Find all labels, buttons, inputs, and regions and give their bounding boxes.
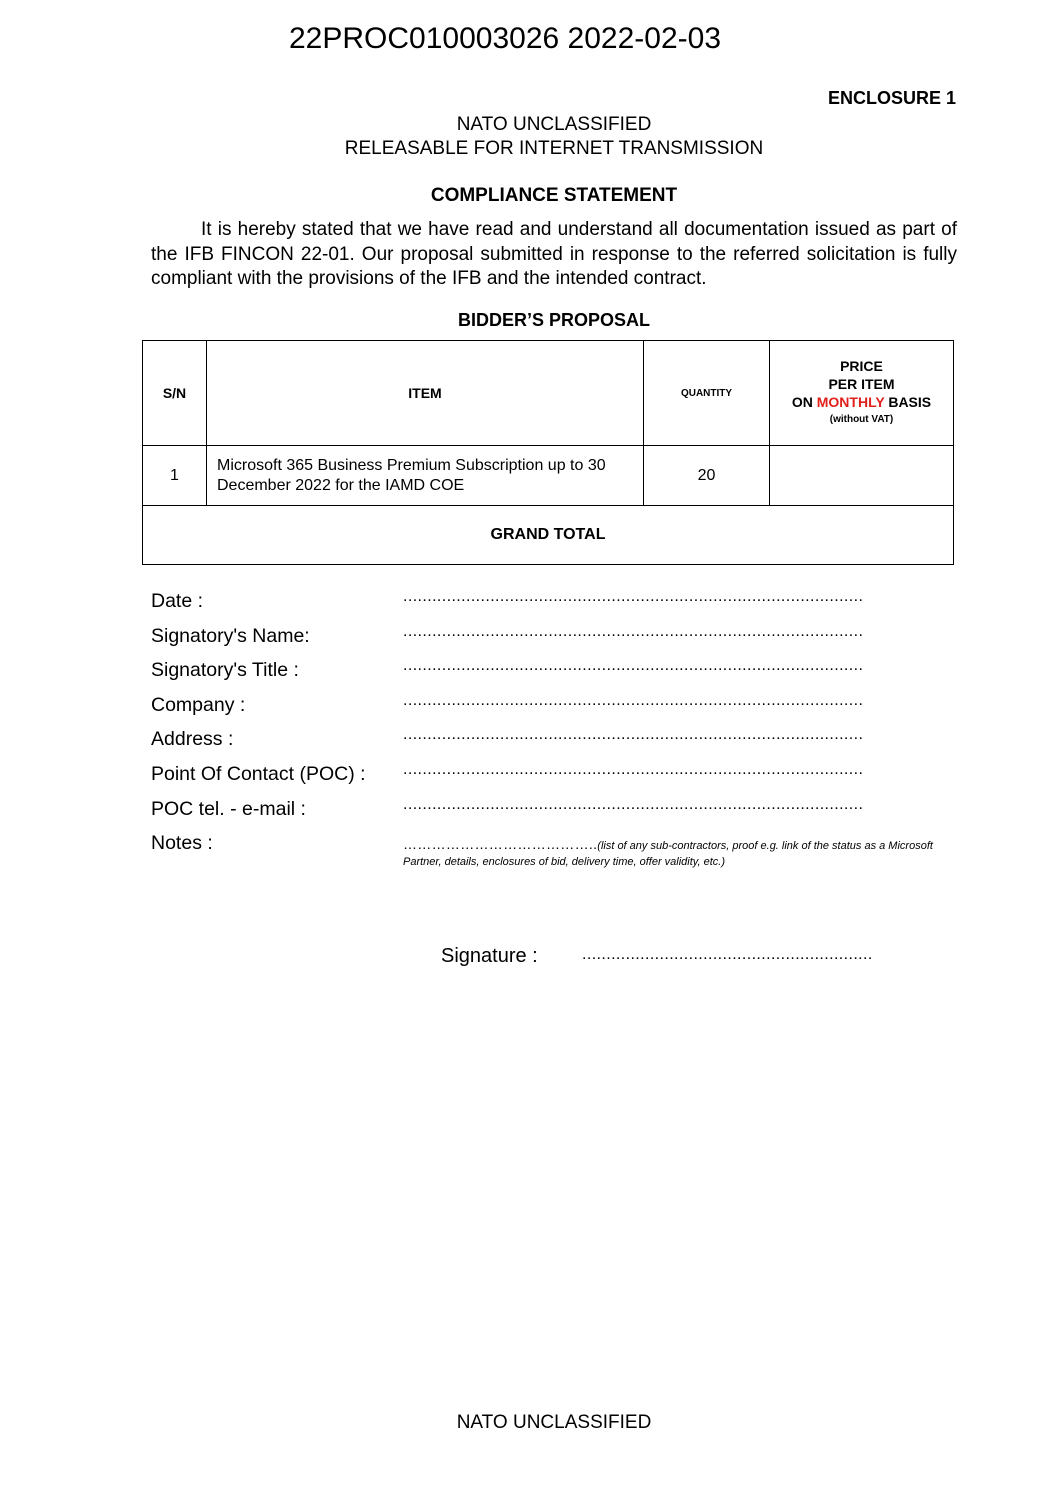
notes-fill-line: ………………………………….. — [403, 836, 598, 853]
compliance-title: COMPLIANCE STATEMENT — [430, 185, 678, 206]
header-price-basis: BASIS — [884, 394, 932, 410]
field-fill-line[interactable]: ............................................................................................... — [403, 622, 864, 640]
grand-total-label: GRAND TOTAL — [143, 506, 954, 565]
row-price[interactable] — [770, 446, 954, 506]
field-label: Address : — [151, 728, 234, 751]
enclosure-label: ENCLOSURE 1 — [827, 88, 956, 108]
field-label: Date : — [151, 590, 204, 612]
field-signatory-name — [151, 622, 961, 660]
header-price-monthly: MONTHLY — [816, 394, 885, 410]
signature-block — [441, 945, 873, 968]
field-signatory-title — [151, 659, 961, 694]
field-date — [151, 590, 961, 625]
notes-hint: (list of any sub-contractors, proof e.g. link of the status as a Microsoft Partner, details, enclosures of bid, delivery time, offer validity, etc.) — [403, 840, 933, 869]
row-quantity: 20 — [644, 446, 770, 506]
classification-header — [0, 113, 1058, 161]
signature-label: Signature : — [441, 945, 538, 967]
bidder-details-form — [151, 590, 961, 872]
header-sn: S/N — [143, 341, 207, 446]
field-fill-line[interactable]: ............................................................................................... — [403, 795, 864, 813]
field-company — [151, 691, 961, 729]
header-price-line-1: PRICE — [840, 358, 883, 374]
field-label: Signatory's Title : — [151, 659, 299, 682]
field-label: Company : — [151, 693, 246, 716]
field-fill-line[interactable]: ............................................................................................... — [403, 726, 864, 744]
header-item: ITEM — [207, 341, 644, 446]
row-item: Microsoft 365 Business Premium Subscription up to 30 December 2022 for the IAMD COE — [207, 446, 644, 506]
header-price-on: ON — [791, 394, 817, 410]
field-point-of-contact — [151, 760, 961, 798]
table-header-row — [143, 341, 954, 446]
header-price-vat-note: (without VAT) — [829, 414, 894, 425]
compliance-paragraph — [151, 218, 957, 292]
header-price-line-2: PER ITEM — [828, 376, 895, 392]
signature-fill-line[interactable]: ............................................................ — [582, 946, 873, 963]
classification-line-1: NATO UNCLASSIFIED — [456, 114, 652, 135]
field-label: Point Of Contact (POC) : — [151, 762, 366, 785]
notes-label: Notes : — [151, 832, 213, 855]
header-price-line-3 — [770, 393, 953, 411]
field-fill-line[interactable]: ............................................................................................... — [403, 760, 864, 778]
table-row — [143, 446, 954, 506]
field-fill-line[interactable]: ............................................................................................... — [403, 691, 864, 709]
classification-line-2: RELEASABLE FOR INTERNET TRANSMISSION — [344, 138, 764, 159]
notes-content[interactable] — [403, 836, 963, 870]
proposal-table-title: BIDDER’S PROPOSAL — [457, 310, 651, 330]
document-reference: 22PROC010003026 2022-02-03 — [289, 22, 721, 55]
row-sn: 1 — [143, 446, 207, 506]
footer-classification: NATO UNCLASSIFIED — [456, 1412, 652, 1433]
field-label: Signatory's Name: — [151, 624, 310, 647]
header-quantity: QUANTITY — [644, 341, 770, 446]
compliance-text: It is hereby stated that we have read and understand all documentation issued as part of the IFB FINCON 22-01. Our proposal submitted in response to the referred solicitation is fully compliant with the provisions of the IFB and the intended contract. — [151, 219, 957, 289]
proposal-table — [142, 340, 954, 565]
field-fill-line[interactable]: ............................................................................................... — [403, 588, 864, 605]
grand-total-row — [143, 506, 954, 565]
field-notes — [151, 832, 961, 872]
field-address — [151, 728, 961, 763]
field-label: POC tel. - e-mail : — [151, 797, 306, 820]
header-price — [770, 341, 954, 446]
field-fill-line[interactable]: ............................................................................................... — [403, 657, 864, 675]
field-poc-contact-details — [151, 795, 961, 833]
